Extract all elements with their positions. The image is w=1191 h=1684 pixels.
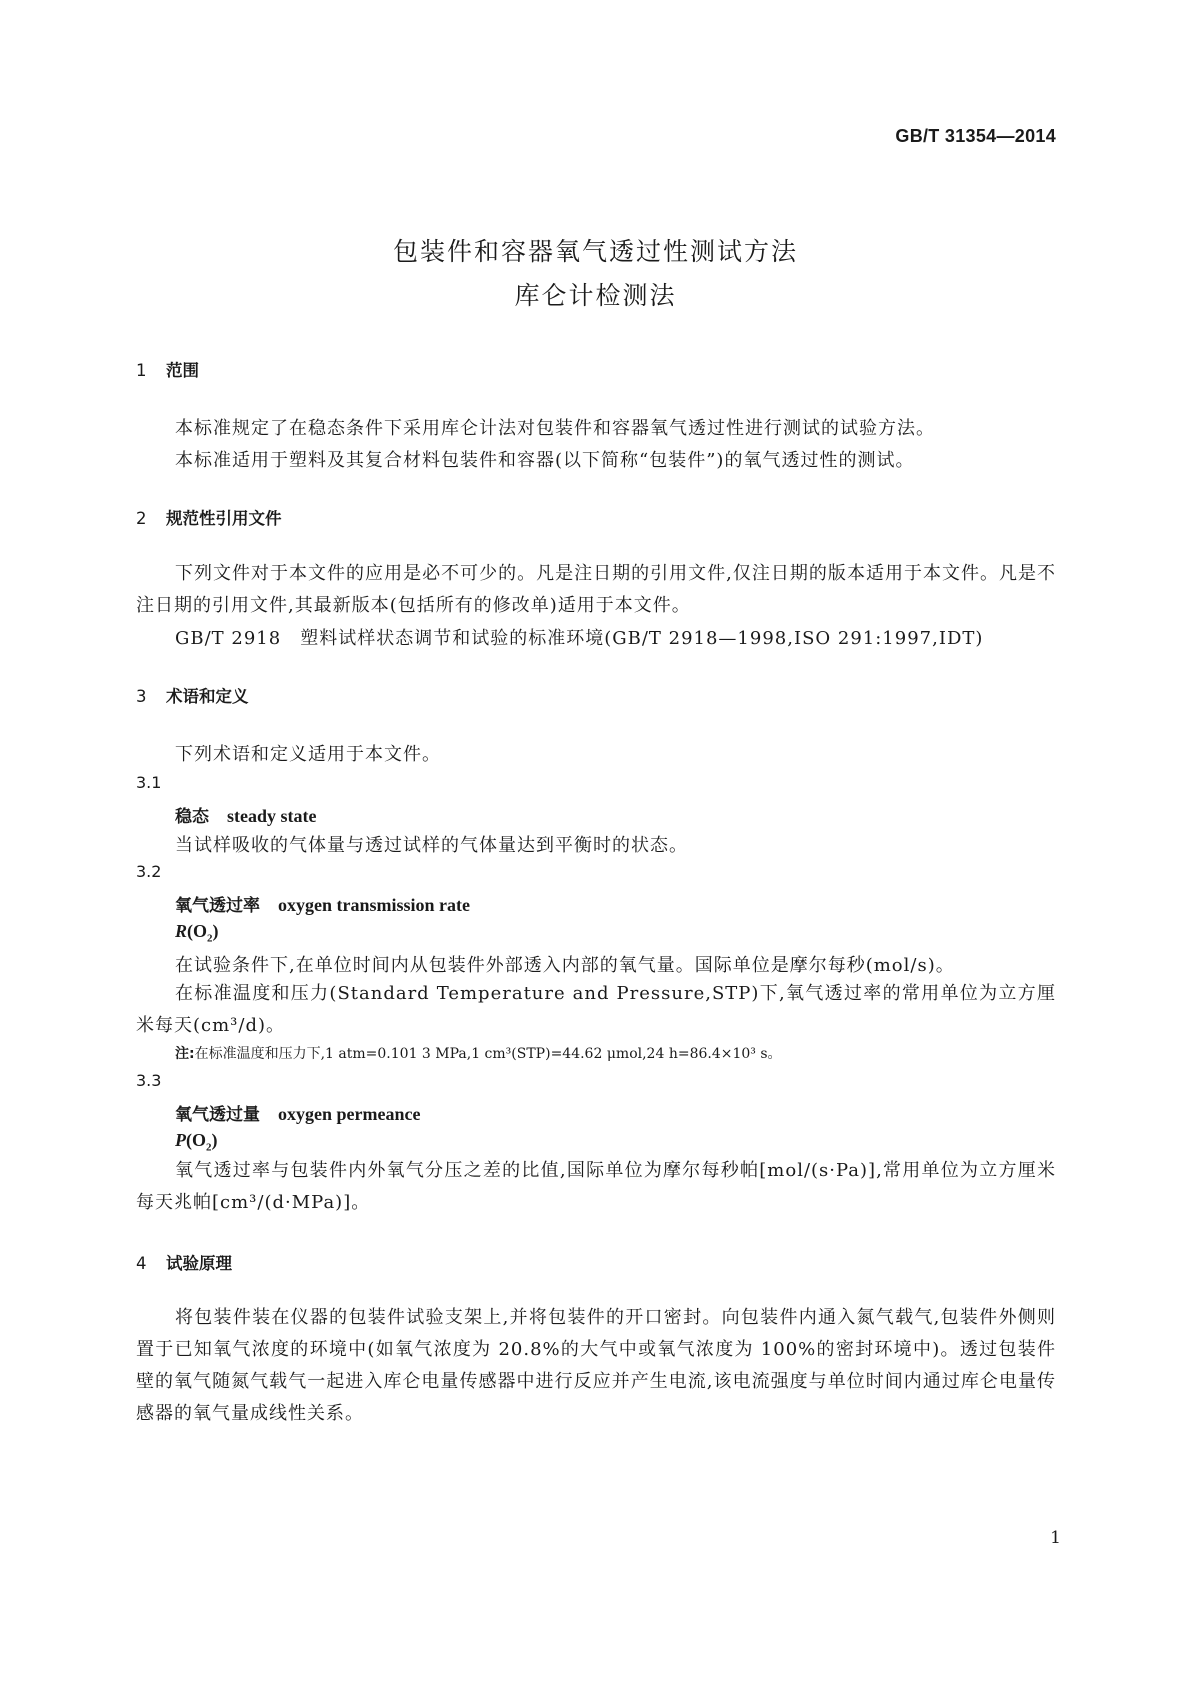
term-entry: [175, 891, 470, 916]
document-subtitle: 库仑计检测法: [514, 281, 677, 310]
subclause-number: 3.1: [136, 773, 162, 792]
symbol-letter: R: [175, 921, 188, 941]
paragraph: 将包装件装在仪器的包装件试验支架上,并将包装件的开口密封。向包装件内通入氮气载气,包装件外侧则置于已知氧气浓度的环境中(如氧气浓度为 20.8%的大气中或氧气浓度为 100%的密封环境中)。透过包装件壁的氧气随氮气载气一起进入库仑电量传感器中进行反应并产生电流,该电流强度与单位时间内通过库仑电量传感器的氧气量成线性关系。: [136, 1307, 1056, 1424]
symbol-close: ): [211, 1130, 218, 1150]
symbol-letter: P: [175, 1130, 186, 1150]
term-definition: 在试验条件下,在单位时间内从包装件外部透入内部的氧气量。国际单位是摩尔每秒(mol/s)。: [175, 955, 955, 976]
term-chinese: 稳态: [175, 807, 209, 827]
section-title: 范围: [166, 361, 199, 380]
symbol-close: ): [212, 921, 219, 941]
symbol-subscript: 2: [206, 1141, 212, 1154]
term-symbol: [175, 921, 219, 945]
term-entry: [175, 1100, 420, 1125]
section-number: 3: [136, 687, 147, 706]
term-english: steady state: [227, 806, 317, 826]
section-number: 1: [136, 361, 147, 380]
section-number: 4: [136, 1254, 147, 1273]
symbol-open: (O: [187, 921, 208, 941]
note: [175, 1043, 782, 1063]
term-symbol: [175, 1130, 218, 1154]
page-number: 1: [1050, 1528, 1061, 1548]
subclause-number: 3.3: [136, 1071, 162, 1090]
section-2-heading: [136, 505, 282, 529]
paragraph: 本标准适用于塑料及其复合材料包装件和容器(以下简称“包装件”)的氧气透过性的测试。: [175, 450, 915, 471]
term-chinese: 氧气透过量: [175, 1105, 260, 1125]
term-english: oxygen permeance: [278, 1104, 421, 1124]
term-definition: 在标准温度和压力(Standard Temperature and Pressure,STP)下,氧气透过率的常用单位为立方厘米每天(cm³/d)。: [136, 983, 1056, 1036]
term-entry: [175, 802, 316, 827]
symbol-subscript: 2: [207, 932, 213, 945]
document-title: 包装件和容器氧气透过性测试方法: [392, 237, 798, 266]
term-english: oxygen transmission rate: [278, 895, 470, 915]
normative-reference: GB/T 2918 塑料试样状态调节和试验的标准环境(GB/T 2918—1998,ISO 291:1997,IDT): [175, 628, 984, 649]
symbol-open: (O: [186, 1130, 206, 1150]
section-title: 试验原理: [166, 1254, 232, 1273]
note-label: 注:: [175, 1046, 195, 1062]
note-text: 在标准温度和压力下,1 atm=0.101 3 MPa,1 cm³(STP)=44.62 μmol,24 h=86.4×10³ s。: [194, 1046, 782, 1062]
term-definition: 氧气透过率与包装件内外氧气分压之差的比值,国际单位为摩尔每秒帕[mol/(s·Pa)],常用单位为立方厘米每天兆帕[cm³/(d·MPa)]。: [136, 1160, 1056, 1213]
section-3-heading: [136, 683, 249, 707]
section-1-heading: [136, 357, 199, 381]
paragraph: 下列文件对于本文件的应用是必不可少的。凡是注日期的引用文件,仅注日期的版本适用于本文件。凡是不注日期的引用文件,其最新版本(包括所有的修改单)适用于本文件。: [136, 563, 1056, 616]
term-chinese: 氧气透过率: [175, 896, 260, 916]
section-number: 2: [136, 509, 147, 528]
paragraph: 下列术语和定义适用于本文件。: [175, 744, 441, 765]
section-title: 术语和定义: [166, 687, 249, 706]
section-4-heading: [136, 1250, 232, 1274]
standard-code: GB/T 31354—2014: [895, 126, 1056, 146]
subclause-number: 3.2: [136, 862, 162, 881]
term-definition: 当试样吸收的气体量与透过试样的气体量达到平衡时的状态。: [175, 835, 688, 856]
paragraph: 本标准规定了在稳态条件下采用库仑计法对包装件和容器氧气透过性进行测试的试验方法。: [175, 418, 935, 439]
section-title: 规范性引用文件: [166, 509, 282, 528]
